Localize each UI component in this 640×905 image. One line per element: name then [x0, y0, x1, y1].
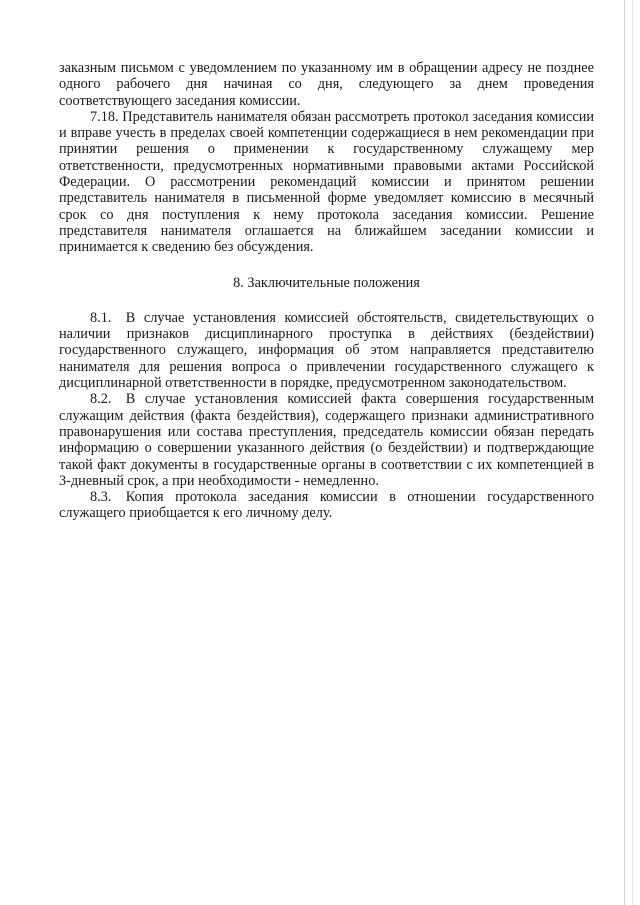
scan-edge-line-outer: [632, 0, 633, 905]
scan-edge-line: [624, 0, 625, 905]
paragraph-8-3: 8.3. Копия протокола заседания комиссии в отношении государственного служащего приобщается к его личному делу.: [59, 489, 594, 522]
document-body: [59, 60, 594, 522]
paragraph-8-1: 8.1. В случае установления комиссией обстоятельств, свидетельствующих о наличии признаков дисциплинарного проступка в действиях (бездействии) государственного служащего, информация об этом направляется представителю нанимателя для решения вопроса о привлечении государственного служащего к дисциплинарной ответственности в порядке, предусмотренном законодательством.: [59, 309, 594, 392]
section-heading: 8. Заключительные положения: [233, 274, 420, 291]
paragraph-7-18: 7.18. Представитель нанимателя обязан рассмотреть протокол заседания комиссии и вправе учесть в пределах своей компетенции содержащиеся в нем рекомендации при принятии решения о применении к государственному служащему мер ответственности, предусмотренных нормативными правовыми актами Российской Федерации. О рассмотрении рекомендаций комиссии и принятом решении представитель нанимателя в письменной форме уведомляет комиссию в месячный срок со дня поступления к нему протокола заседания комиссии. Решение представителя нанимателя оглашается на ближайшем заседании комиссии и принимается к сведению без обсуждения.: [59, 108, 594, 256]
paragraph-8-2: 8.2. В случае установления комиссией факта совершения государственным служащим действия (факта бездействия), содержащего признаки административного правонарушения или состава преступления, председатель комиссии обязан передать информацию о совершении указанного действия (о бездействии) и подтверждающие такой факт документы в государственные органы в соответствии с их компетенцией в 3-дневный срок, а при необходимости - немедленно.: [59, 391, 594, 489]
paragraph-continuation: заказным письмом с уведомлением по указанному им в обращении адресу не позднее одного рабочего дня начиная со дня, следующего за днем проведения соответствующего заседания комиссии.: [59, 60, 594, 109]
